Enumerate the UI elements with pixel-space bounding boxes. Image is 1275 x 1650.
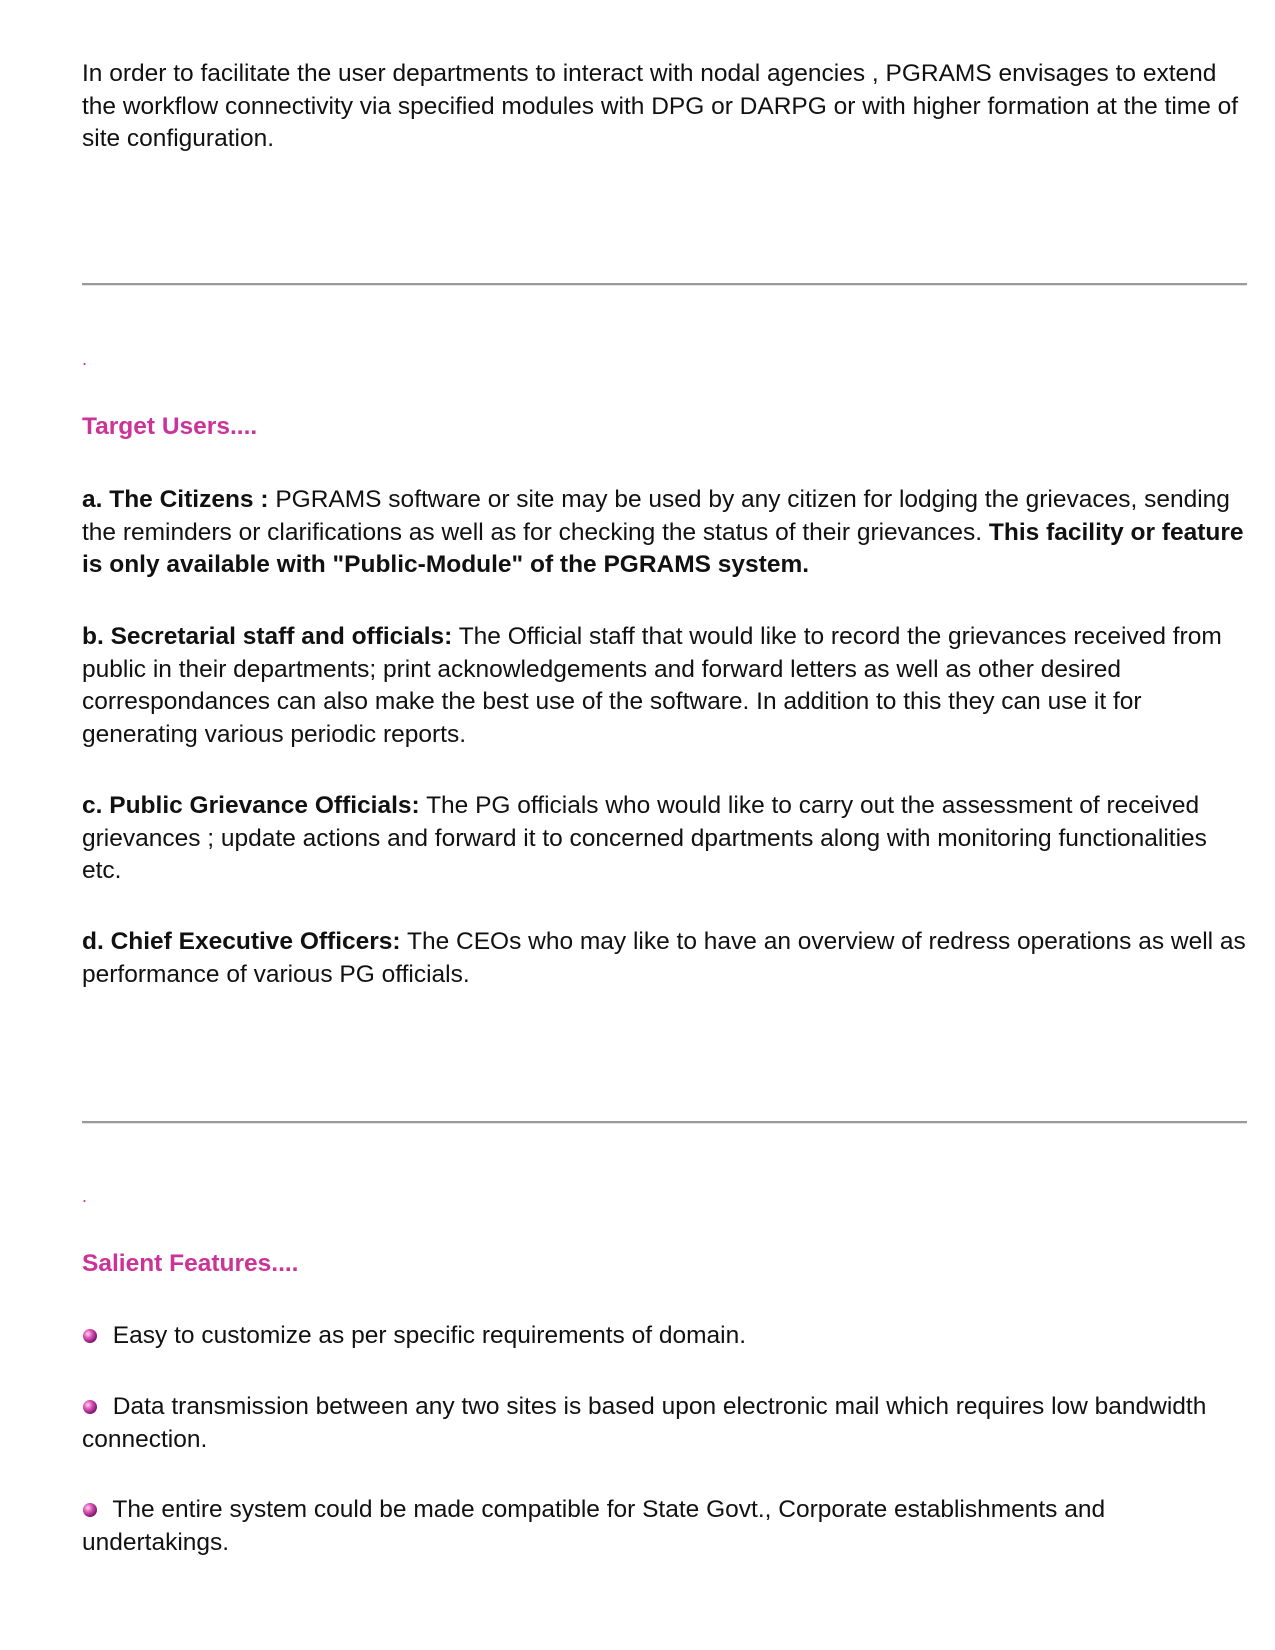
feature-text: Easy to customize as per specific requirements of domain.: [106, 1322, 747, 1349]
pink-sphere-bullet-icon: [82, 1328, 98, 1344]
horizontal-rule: [82, 283, 1247, 286]
user-ceos: [82, 926, 1247, 991]
user-citizens: [82, 484, 1247, 582]
user-description: PGRAMS software or site may be used by any citizen for lodging the grievaces, sending the reminders or clarifications as well as for checking the status of their grievances.: [82, 486, 1230, 546]
user-description: The PG officials who would like to carry out the assessment of received grievances ; update actions and forward it to concerned dpartments along with monitoring functionalities etc.: [82, 792, 1207, 884]
intro-paragraph: In order to facilitate the user departments to interact with nodal agencies , PGRAMS envisages to extend the workflow connectivity via specified modules with DPG or DARPG or with higher formation at the time of site configuration.: [82, 60, 1239, 152]
user-pg-officials: [82, 790, 1247, 888]
pink-sphere-bullet-icon: [82, 1502, 98, 1518]
user-label: b. Secretarial staff and officials:: [82, 623, 453, 650]
user-secretarial-staff: [82, 621, 1247, 751]
feature-text: Data transmission between any two sites is based upon electronic mail which requires low bandwidth connection.: [82, 1393, 1207, 1453]
feature-item: [82, 1320, 1247, 1353]
pink-sphere-bullet-icon: [82, 1399, 98, 1415]
section-marker: .: [82, 1186, 88, 1206]
feature-item: [82, 1391, 1247, 1456]
user-label: c. Public Grievance Officials:: [82, 792, 420, 819]
feature-item: [82, 1494, 1247, 1559]
user-description: The Official staff that would like to record the grievances received from public in their departments; print acknowledgements and forward letters as well as other desired correspondances can also make the best use of the software. In addition to this they can use it for generating various periodic reports.: [82, 623, 1222, 748]
user-emphasis: This facility or feature is only available with "Public-Module" of the PGRAMS system.: [82, 518, 1244, 578]
user-description: The CEOs who may like to have an overview of redress operations as well as performance of various PG officials.: [82, 928, 1246, 988]
user-label: d. Chief Executive Officers:: [82, 928, 401, 955]
user-label: a. The Citizens :: [82, 486, 269, 513]
target-users-heading: Target Users....: [82, 413, 258, 440]
horizontal-rule: [82, 1121, 1247, 1124]
feature-text: The entire system could be made compatible for State Govt., Corporate establishments and undertakings.: [82, 1496, 1106, 1556]
salient-features-heading: Salient Features....: [82, 1250, 299, 1277]
section-marker: .: [82, 349, 88, 369]
